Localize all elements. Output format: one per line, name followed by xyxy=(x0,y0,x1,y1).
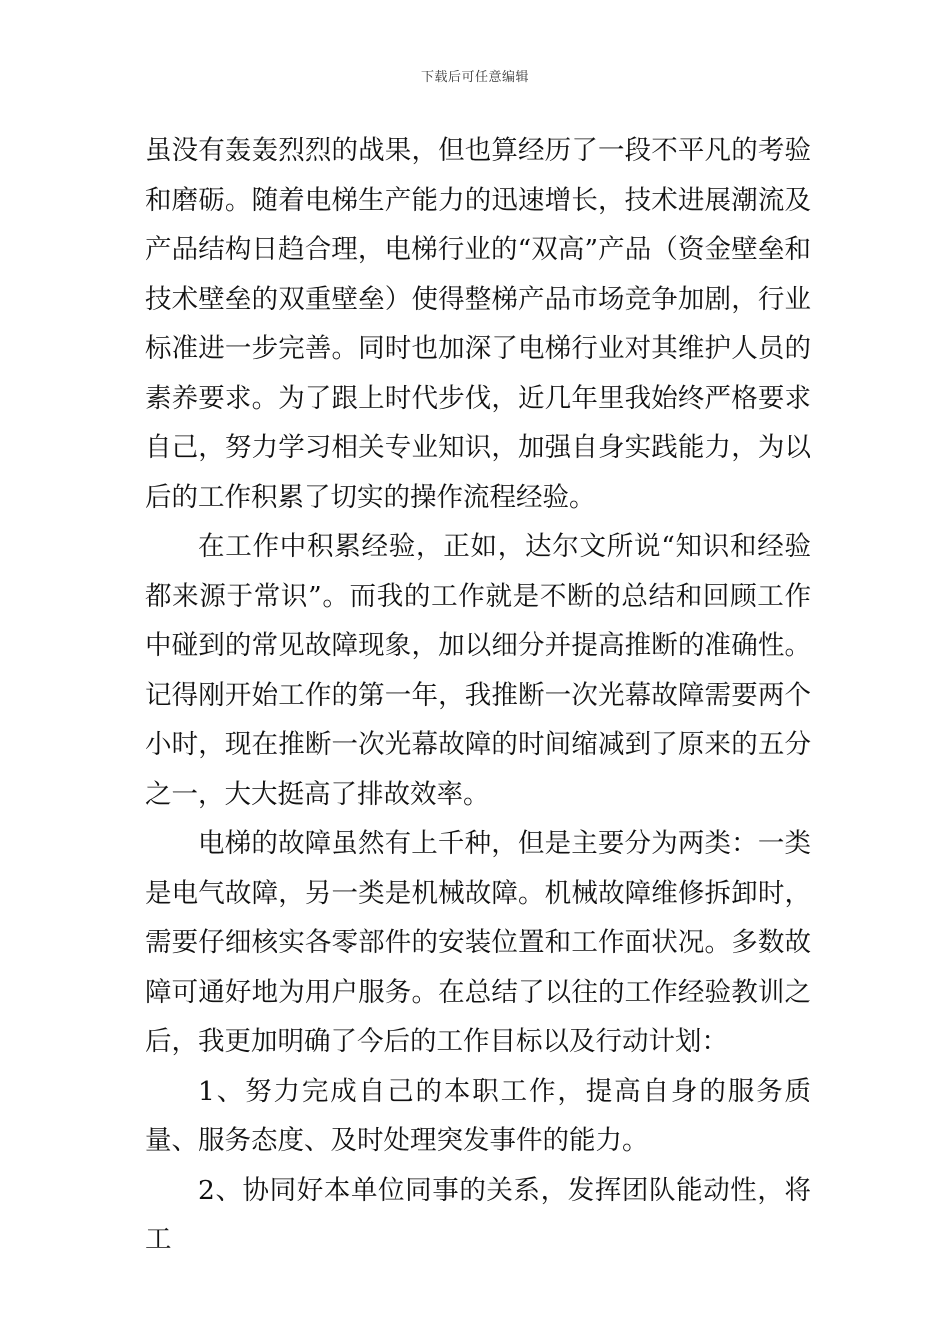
list-item-1: 1、努力完成自己的本职工作，提高自身的服务质量、服务态度、及时处理突发事件的能力。 xyxy=(145,1075,811,1156)
paragraph-continuation: 虽没有轰轰烈烈的战果，但也算经历了一段不平凡的考验和磨砺。随着电梯生产能力的迅速增长，技术进展潮流及产品结构日趋合理，电梯行业的“双高”产品（资金壁垒和技术壁垒的双重壁垒）使得整梯产品市场竞争加剧，行业标准进一步完善。同时也加深了电梯行业对其维护人员的素养要求。为了跟上时代步伐，近几年里我始终严格要求自己，努力学习相关专业知识，加强自身实践能力，为以后的工作积累了切实的操作流程经验。 xyxy=(145,135,811,513)
paragraph-fault-types: 电梯的故障虽然有上千种，但是主要分为两类：一类是电气故障，另一类是机械故障。机械故障维修拆卸时，需要仔细核实各零部件的安装位置和工作面状况。多数故障可通好地为用户服务。在总结了以往的工作经验教训之后，我更加明确了今后的工作目标以及行动计划： xyxy=(145,828,811,1057)
paragraph-experience: 在工作中积累经验，正如，达尔文所说“知识和经验都来源于常识”。而我的工作就是不断的总结和回顾工作中碰到的常见故障现象，加以细分并提高推断的准确性。记得刚开始工作的第一年，我推断一次光幕故障需要两个小时，现在推断一次光幕故障的时间缩减到了原来的五分之一，大大挺高了排故效率。 xyxy=(145,531,811,810)
document-body xyxy=(145,126,811,1265)
page-header: 下载后可任意编辑 xyxy=(420,70,529,85)
list-item-2: 2、协同好本单位同事的关系，发挥团队能动性，将工 xyxy=(145,1174,811,1255)
